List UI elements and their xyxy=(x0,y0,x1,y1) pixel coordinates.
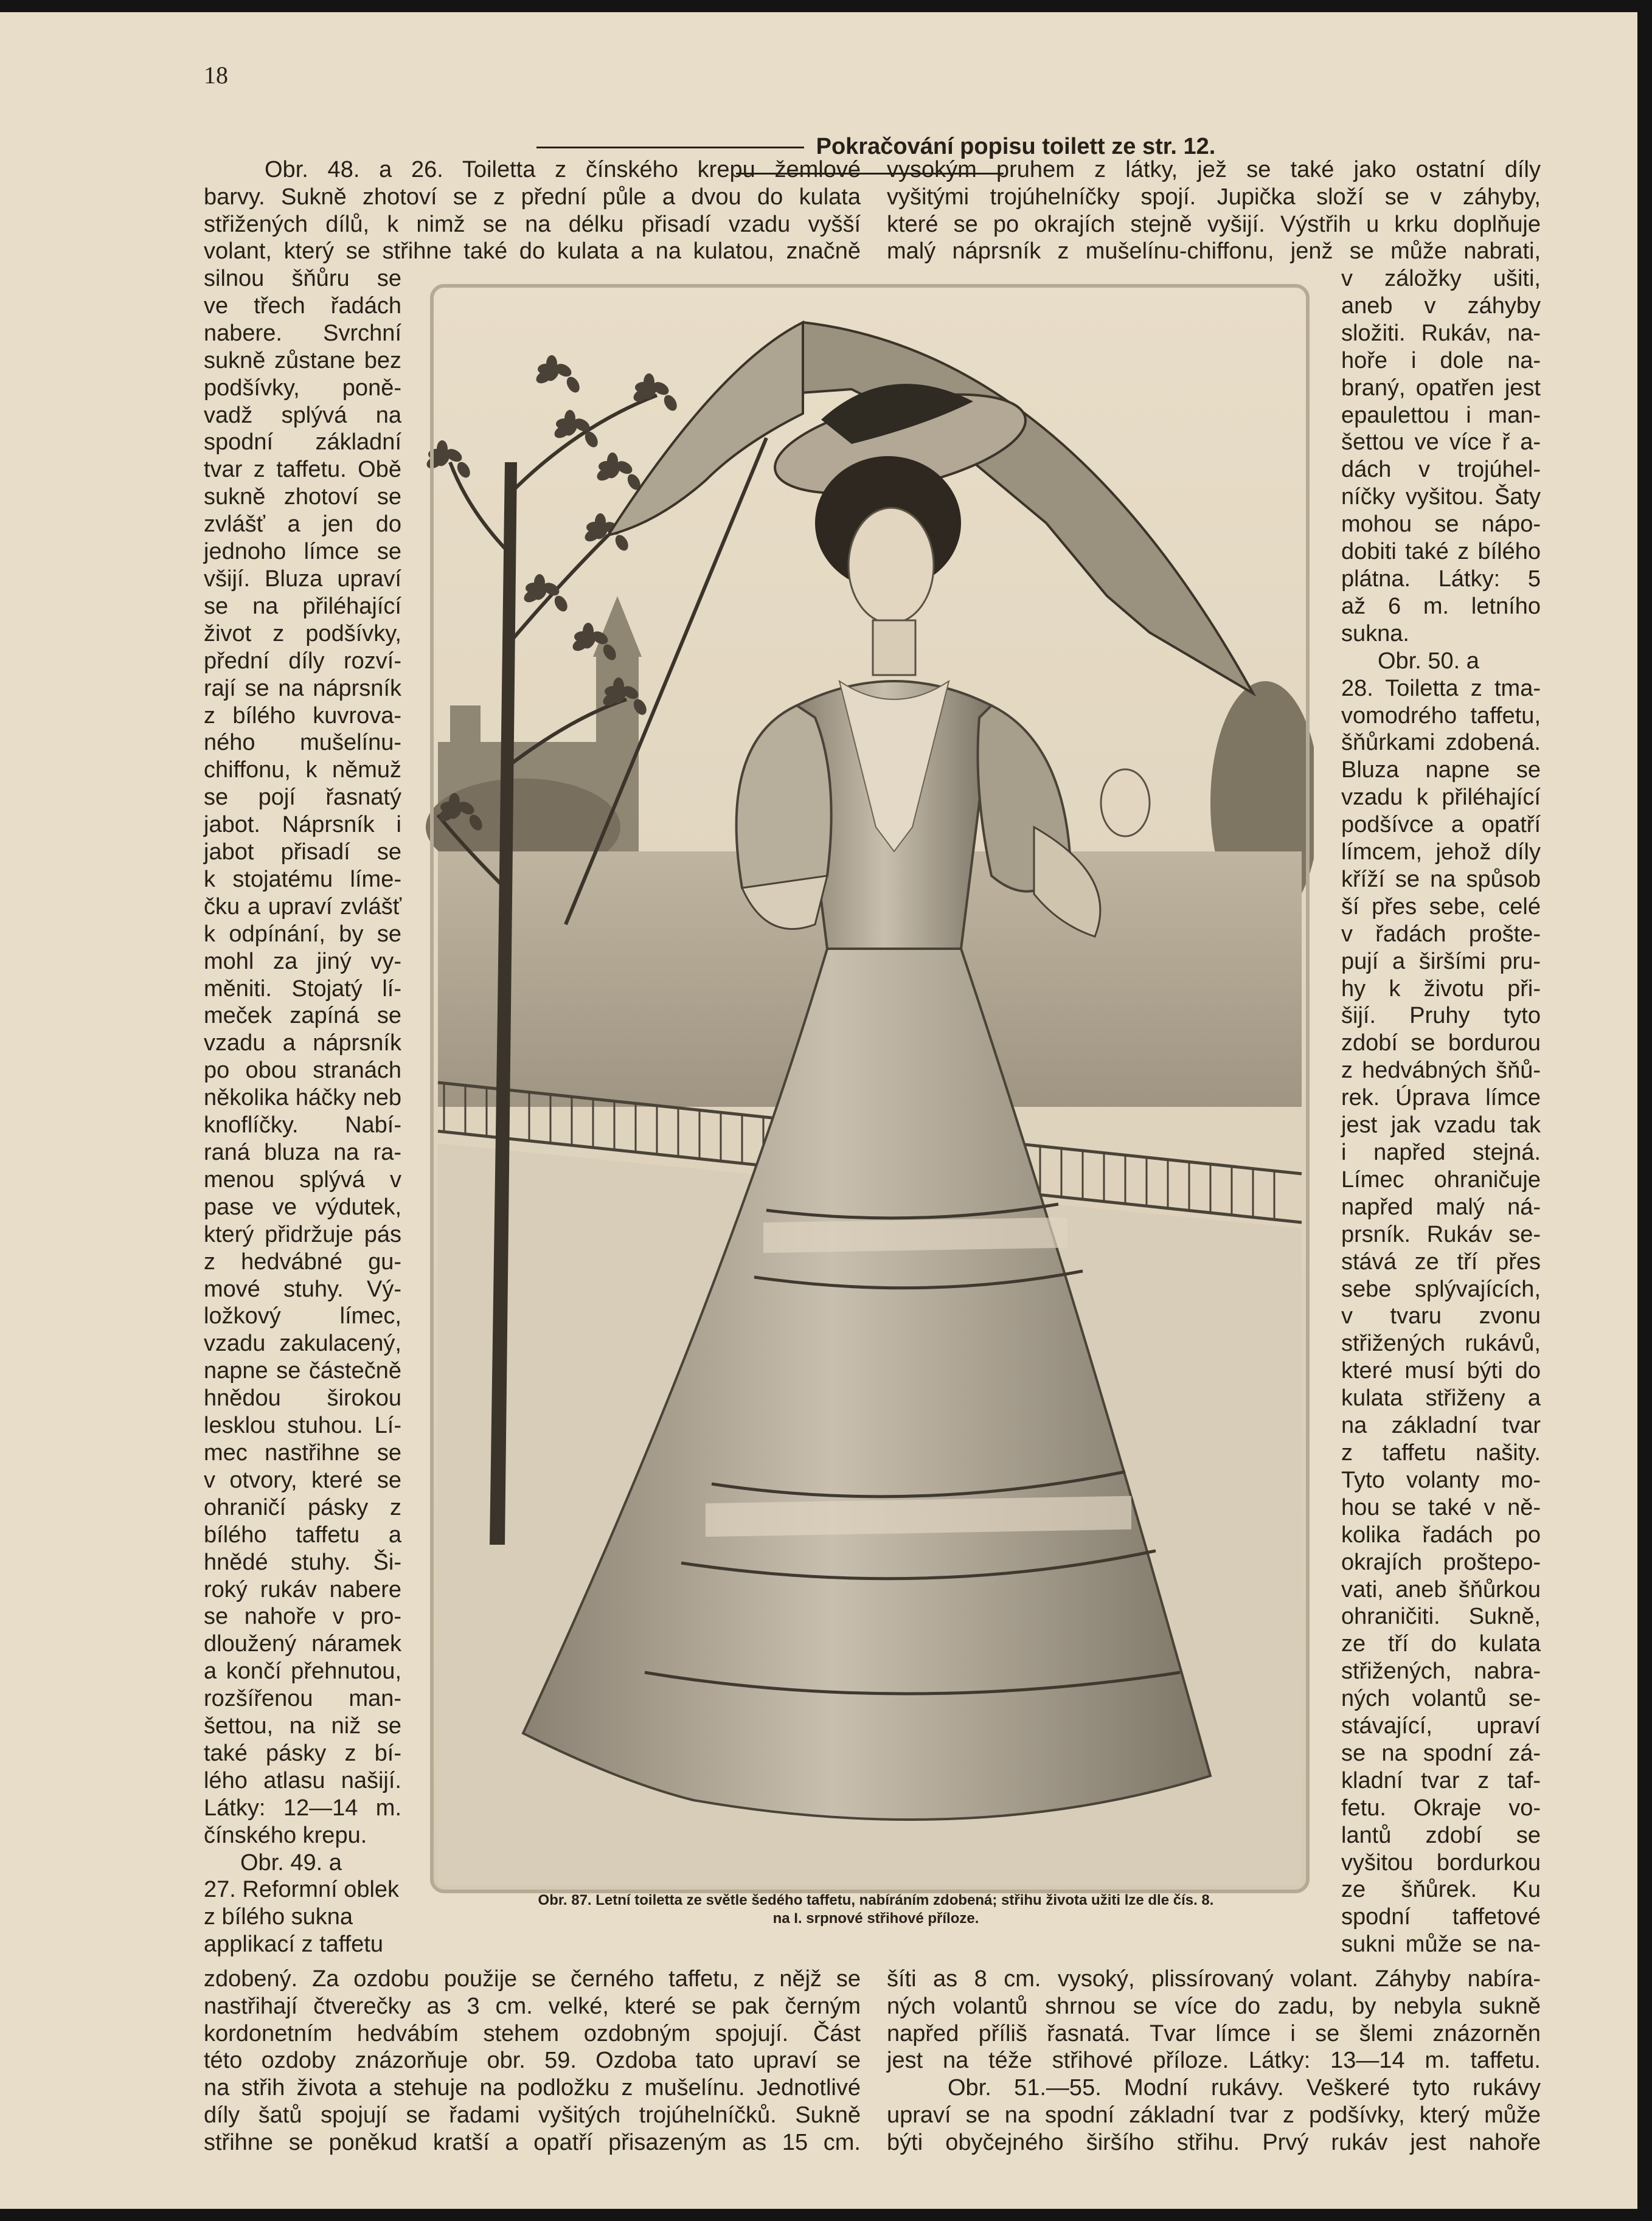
text-line: sukně zhotoví se xyxy=(204,484,401,510)
text-line: se na spodní zá- xyxy=(1341,1740,1541,1766)
text-line: fetu. Okraje vo- xyxy=(1341,1795,1541,1821)
text-line: které se po okrajích stejně vyšijí. Výstřih u krku doplňuje xyxy=(887,211,1541,237)
text-line: šettou, na niž se xyxy=(204,1713,401,1739)
text-line: střihne se poněkud kratší a opatří přisazeným as 15 cm. xyxy=(204,2129,861,2155)
text-line: ložkový límec, xyxy=(204,1303,401,1329)
text-line: knoflíčky. Nabí- xyxy=(204,1112,401,1138)
text-line: podšívky, poně- xyxy=(204,375,401,401)
text-line: stává ze tří přes xyxy=(1341,1249,1541,1275)
text-line: lého atlasu našijí. xyxy=(204,1767,401,1793)
text-line: a končí přehnutou, xyxy=(204,1658,401,1685)
text-line: dobiti také z bílého xyxy=(1341,539,1541,565)
text-line: Obr. 50. a xyxy=(1378,648,1479,674)
woman-with-parasol-engraving xyxy=(426,280,1314,1897)
text-line: jednoho límce se xyxy=(204,539,401,565)
text-line: přední díly rozví- xyxy=(204,648,401,674)
text-line: chiffonu, k němuž xyxy=(204,757,401,783)
text-line: ných volantů shrnou se více do zadu, by nebyla sukně xyxy=(887,1993,1541,2019)
text-line: napřed příliš řasnatá. Tvar límce i se šlemi znázorněn xyxy=(887,2020,1541,2046)
text-line: také pásky z bí- xyxy=(204,1740,401,1766)
text-line: měniti. Stojatý lí- xyxy=(204,975,401,1002)
text-line: z bílého sukna xyxy=(204,1904,353,1930)
text-line: jest jak vzadu tak xyxy=(1341,1112,1541,1138)
text-line: z hedvábných šňů- xyxy=(1341,1058,1541,1084)
text-line: upraví se na spodní základní tvar z podšívky, který může xyxy=(887,2102,1541,2128)
text-line: kolika řadách po xyxy=(1341,1522,1541,1548)
text-line: mec nastřihne se xyxy=(204,1440,401,1466)
right-top-text xyxy=(887,156,1541,265)
text-line: nastřihají čtverečky as 3 cm. velké, které se pak černým xyxy=(204,1993,861,2019)
text-line: ve třech řadách xyxy=(204,293,401,319)
text-line: vomodrého taffetu, xyxy=(1341,702,1541,729)
text-line: střižených rukávů, xyxy=(1341,1331,1541,1357)
text-line: volant, který se střihne také do kulata a na kulatou, značně xyxy=(204,238,861,265)
text-line: raná bluza na ra- xyxy=(204,1140,401,1165)
text-line: spodní taffetové xyxy=(1341,1904,1541,1930)
text-line: rek. Úprava límce xyxy=(1341,1085,1541,1111)
text-line: ného mušelínu- xyxy=(204,730,401,756)
text-line: aneb v záhyby xyxy=(1341,293,1541,319)
text-line: jest na téže střihové příloze. Látky: 13—14 m. taffetu. xyxy=(887,2048,1541,2074)
text-line: na střih života a stehuje na podložku z mušelínu. Jednotlivé xyxy=(204,2075,861,2101)
text-line: nabere. Svrchní xyxy=(204,320,401,346)
text-line: z bílého kuvrova- xyxy=(204,702,401,729)
header-rule-left xyxy=(536,147,804,148)
text-line: napřed malý ná- xyxy=(1341,1194,1541,1220)
text-line: sebe splývajících, xyxy=(1341,1276,1541,1302)
text-line: střižených, nabra- xyxy=(1341,1658,1541,1685)
text-line: kříží se na spůsob xyxy=(1341,866,1541,892)
text-line: této ozdoby znázorňuje obr. 59. Ozdoba tato upraví se xyxy=(204,2048,861,2074)
text-line: z hedvábné gu- xyxy=(204,1249,401,1275)
text-line: napne se částečně xyxy=(204,1358,401,1384)
text-line: Obr. 51.—55. Modní rukávy. Veškeré tyto rukávy xyxy=(948,2075,1541,2101)
text-line: šijí. Pruhy tyto xyxy=(1341,1003,1541,1029)
text-line: složiti. Rukáv, na- xyxy=(1341,320,1541,346)
right-narrow-column xyxy=(1341,265,1541,1958)
text-line: hoře i dole na- xyxy=(1341,347,1541,373)
text-line: se nahoře v pro- xyxy=(204,1604,401,1630)
text-line: Obr. 48. a 26. Toiletta z čínského krepu žemlové xyxy=(265,157,861,182)
text-line: Tyto volanty mo- xyxy=(1341,1467,1541,1493)
text-line: jabot. Náprsník i xyxy=(204,812,401,838)
text-line: sukna. xyxy=(1341,620,1409,646)
text-line: Látky: 12—14 m. xyxy=(204,1795,401,1821)
text-line: Bluza napne se xyxy=(1341,757,1541,783)
text-line: hnědou širokou xyxy=(204,1385,401,1412)
text-line: v řadách prošte- xyxy=(1341,921,1541,947)
text-line: v záložky ušiti, xyxy=(1341,266,1541,291)
text-line: k odpínání, by se xyxy=(204,921,401,947)
text-line: mohou se nápo- xyxy=(1341,511,1541,538)
text-line: vati, aneb šňůrkou xyxy=(1341,1576,1541,1603)
text-line: jabot přisadí se xyxy=(204,839,401,865)
text-line: kordonetním hedvábím stehem ozdobným spojují. Část xyxy=(204,2020,861,2046)
text-line: život z podšívky, xyxy=(204,620,401,646)
text-line: který přidržuje pás xyxy=(204,1221,401,1247)
text-line: applikací z taffetu xyxy=(204,1932,384,1958)
text-line: ohraničiti. Sukně, xyxy=(1341,1604,1541,1630)
text-line: se pojí řasnatý xyxy=(204,785,401,811)
text-line: roký rukáv nabere xyxy=(204,1576,401,1603)
text-line: ší přes sebe, celé xyxy=(1341,893,1541,920)
text-line: šíti as 8 cm. vysoký, plissírovaný volant. Záhyby nabíra- xyxy=(887,1966,1541,1992)
text-line: okrajích proštepo- xyxy=(1341,1549,1541,1575)
text-line: zdobený. Za ozdobu použije se černého taffetu, z nějž se xyxy=(204,1966,861,1992)
text-line: podšívce a opatří xyxy=(1341,812,1541,838)
magazine-page xyxy=(0,12,1637,2209)
text-line: lesklou stuhou. Lí- xyxy=(204,1413,401,1439)
text-line: sukni může se na- xyxy=(1341,1932,1541,1958)
text-line: malý náprsník z mušelínu-chiffonu, jenž se může nabrati, xyxy=(887,238,1541,265)
text-line: stávající, upraví xyxy=(1341,1713,1541,1739)
text-line: prsník. Rukáv se- xyxy=(1341,1221,1541,1247)
text-line: plátna. Látky: 5 xyxy=(1341,566,1541,592)
text-line: vysokým pruhem z látky, jež se také jako ostatní díly xyxy=(887,157,1541,182)
text-line: hy k životu při- xyxy=(1341,975,1541,1002)
right-bottom-text xyxy=(887,1966,1541,2157)
text-line: vzadu k přiléhající xyxy=(1341,785,1541,811)
text-line: tvar z taffetu. Obě xyxy=(204,457,401,483)
text-line: meček zapíná se xyxy=(204,1003,401,1029)
left-bottom-text xyxy=(204,1966,861,2157)
text-line: 28. Toiletta z tma- xyxy=(1341,675,1541,701)
text-line: vyšitou bordurkou xyxy=(1341,1849,1541,1876)
text-line: i napřed stejná. xyxy=(1341,1140,1541,1165)
text-line: k stojatému líme- xyxy=(204,866,401,892)
text-line: šňůrkami zdobená. xyxy=(1341,730,1541,756)
text-line: všijí. Bluza upraví xyxy=(204,566,401,592)
text-line: které musí býti do xyxy=(1341,1358,1541,1384)
caption-line: Obr. 87. Letní toiletta ze světle šedého taffetu, nabíráním zdobená; střihu života užiti lze dle čís. 8. xyxy=(538,1892,1214,1908)
left-narrow-column xyxy=(204,265,401,1958)
text-line: hnědé stuhy. Ši- xyxy=(204,1549,401,1575)
text-line: dloužený náramek xyxy=(204,1631,401,1657)
text-line: sukně zůstane bez xyxy=(204,347,401,373)
text-line: až 6 m. letního xyxy=(1341,593,1541,619)
left-top-text xyxy=(204,156,861,265)
text-line: epaulettou i man- xyxy=(1341,402,1541,428)
text-line: čku a upraví zvlášť xyxy=(204,893,401,920)
text-line: z taffetu našity. xyxy=(1341,1440,1541,1466)
text-line: ze tří do kulata xyxy=(1341,1631,1541,1657)
figure-caption xyxy=(462,1891,1289,1928)
header-title: Pokračování popisu toilett ze str. 12. xyxy=(816,134,1216,159)
text-line: po obou stranách xyxy=(204,1058,401,1084)
text-line: mohl za jiný vy- xyxy=(204,948,401,974)
text-line: barvy. Sukně zhotoví se z přední půle a dvou do kulata xyxy=(204,184,861,210)
text-line: rozšířenou man- xyxy=(204,1686,401,1712)
text-line: mové stuhy. Vý- xyxy=(204,1276,401,1302)
text-line: kladní tvar z taf- xyxy=(1341,1767,1541,1793)
caption-line: na I. srpnové střihové příloze. xyxy=(772,1910,979,1927)
text-line: 27. Reformní oblek xyxy=(204,1877,400,1903)
text-line: šettou ve více ř a- xyxy=(1341,429,1541,456)
text-line: límcem, jehož díly xyxy=(1341,839,1541,865)
text-line: v otvory, které se xyxy=(204,1467,401,1493)
page-number: 18 xyxy=(204,61,228,89)
text-line: menou splývá v xyxy=(204,1166,401,1193)
text-line: vyšitými trojúhelníčky spojí. Jupička složí se v záhyby, xyxy=(887,184,1541,210)
text-line: vzadu zakulacený, xyxy=(204,1331,401,1357)
text-line: pase ve výdutek, xyxy=(204,1194,401,1220)
text-line: se na přiléhající xyxy=(204,593,401,619)
text-line: hou se také v ně- xyxy=(1341,1494,1541,1520)
text-line: vadž splývá na xyxy=(204,402,401,428)
text-line: braný, opatřen jest xyxy=(1341,375,1541,401)
text-line: rají se na náprsník xyxy=(204,675,401,701)
text-line: ných volantů se- xyxy=(1341,1686,1541,1712)
text-line: v tvaru zvonu xyxy=(1341,1303,1541,1329)
text-line: zvlášť a jen do xyxy=(204,511,401,538)
text-line: dách v trojúhel- xyxy=(1341,457,1541,483)
text-line: bílého taffetu a xyxy=(204,1522,401,1548)
text-line: díly šatů spojují se řadami vyšitých trojúhelníčků. Sukně xyxy=(204,2102,861,2128)
text-line: níčky vyšitou. Šaty xyxy=(1341,484,1541,510)
text-line: silnou šňůru se xyxy=(204,266,401,291)
text-line: spodní základní xyxy=(204,429,401,456)
text-line: býti obyčejného širšího střihu. Prvý rukáv jest nahoře xyxy=(887,2129,1541,2155)
text-line: Límec ohraničuje xyxy=(1341,1166,1541,1193)
text-line: několika háčky neb xyxy=(204,1085,401,1111)
text-line: ze šňůrek. Ku xyxy=(1341,1877,1541,1903)
text-line: na základní tvar xyxy=(1341,1413,1541,1439)
text-line: čínského krepu. xyxy=(204,1822,367,1848)
text-line: kulata střiženy a xyxy=(1341,1385,1541,1412)
text-line: lantů zdobí se xyxy=(1341,1822,1541,1848)
text-line: Obr. 49. a xyxy=(240,1849,342,1876)
text-line: vzadu a náprsník xyxy=(204,1030,401,1056)
text-line: pují a širšími pru- xyxy=(1341,948,1541,974)
text-line: střižených dílů, k nimž se na délku přisadí vzadu vyšší xyxy=(204,211,861,237)
fashion-illustration xyxy=(426,280,1314,1897)
text-line: zdobí se bordurou xyxy=(1341,1030,1541,1056)
text-line: ohraničí pásky z xyxy=(204,1494,401,1520)
